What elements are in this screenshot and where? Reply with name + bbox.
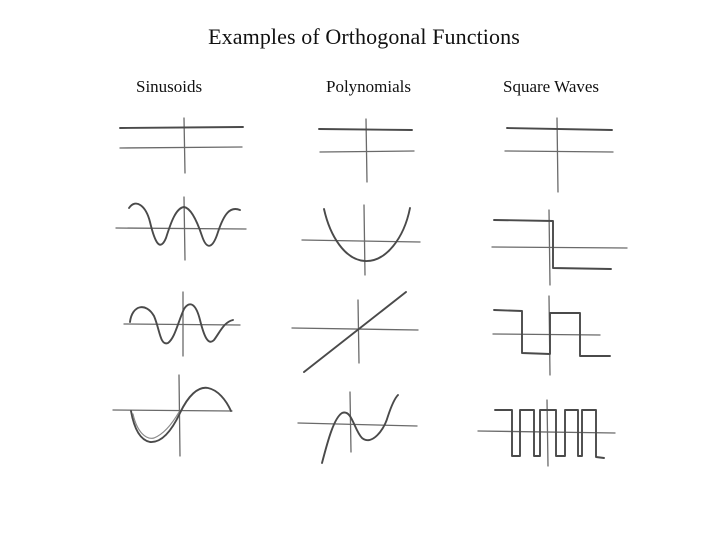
square-wave-curve [494, 220, 611, 269]
sinusoid-sketch-sine-low-frequency [113, 375, 232, 456]
square-wave-sketch-high-frequency [478, 400, 615, 466]
x-axis [478, 431, 615, 433]
y-axis [366, 119, 367, 182]
sinusoid-sketch-constant [120, 118, 243, 173]
y-axis [350, 392, 351, 452]
sinusoid-sketch-cosine-high-frequency [116, 197, 246, 260]
square-wave-sketch-single-step [492, 210, 627, 285]
polynomial-sketch-constant [319, 119, 414, 182]
square-wave-curve [495, 410, 604, 458]
y-axis [184, 118, 185, 173]
x-axis [505, 151, 613, 152]
diagram-title: Examples of Orthogonal Functions [208, 24, 520, 49]
x-axis [492, 247, 627, 248]
square-wave-curve [494, 310, 610, 356]
cubic-curve [322, 395, 398, 463]
constant-function-curve [507, 128, 612, 130]
quadratic-curve [324, 208, 410, 261]
column-label-square-waves: Square Waves [503, 77, 600, 96]
constant-function-curve [319, 129, 412, 130]
x-axis [120, 147, 242, 148]
y-axis [358, 300, 359, 363]
polynomial-sketch-quadratic [302, 205, 420, 275]
x-axis [298, 423, 417, 426]
square-wave-sketch-two-steps [493, 296, 610, 375]
constant-function-curve [120, 127, 243, 128]
x-axis [124, 324, 240, 325]
polynomial-sketch-linear [292, 292, 418, 372]
x-axis [116, 228, 246, 229]
sinusoid-sketch-sine-high-frequency [124, 292, 240, 356]
polynomial-sketch-cubic [298, 392, 417, 463]
x-axis [493, 334, 600, 335]
linear-curve [304, 292, 406, 372]
y-axis [364, 205, 365, 275]
sine-curve [131, 388, 231, 442]
square-wave-sketch-constant [505, 118, 613, 192]
column-label-polynomials: Polynomials [326, 77, 412, 96]
column-label-sinusoids: Sinusoids [136, 77, 203, 96]
x-axis [292, 328, 418, 330]
x-axis [302, 240, 420, 242]
